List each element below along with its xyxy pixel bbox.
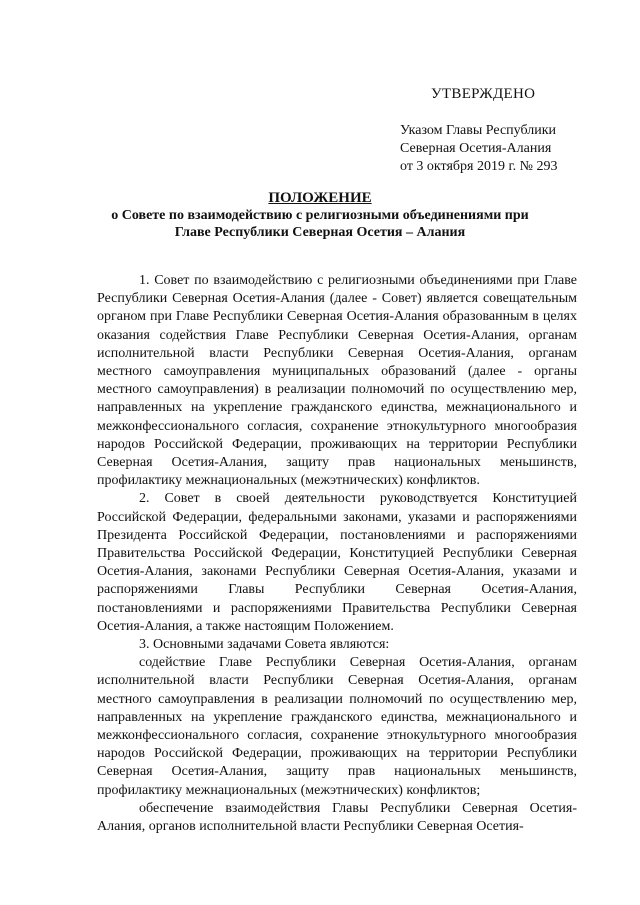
paragraph-2: 2. Совет в своей деятельности руководствуется Конституцией Российской Федерации, федеральными законами, указами и распоряжениями Президента Российской Федерации, постановлениями и распоряжениями Правительства Российской Федерации, Конституцией Республики Северная Осетия-Алания, законами Республики Северная Осетия-Алания, указами и распоряжениями Главы Республики Северная Осетия-Алания, постановлениями и распоряжениями Правительства Республики Северная Осетия-Алания, а также настоящим Положением.	[97, 491, 577, 634]
document-body	[97, 272, 577, 836]
title-subtitle: Главе Республики Северная Осетия – Алания	[174, 225, 466, 240]
paragraph-task-1: содействие Главе Республики Северная Осетия-Алания, органам исполнительной власти Республики Северная Осетия-Алания, органам местного самоуправления в реализации полномочий по осуществлению мер, направленных на укрепление гражданского единства, межнационального и межконфессионального согласия, сохранение этнокультурного многообразия народов Российской Федерации, проживающих на территории Республики Северная Осетия-Алания, защиту прав национальных меньшинств, профилактику межнациональных (межэтнических) конфликтов;	[97, 655, 577, 798]
title-subtitle: о Совете по взаимодействию с религиозными объединениями при	[111, 208, 529, 223]
document-title	[0, 190, 640, 241]
decree-line: Северная Осетия-Алания	[400, 141, 552, 156]
paragraph-task-2: обеспечение взаимодействия Главы Республики Северная Осетия-Алания, органов исполнительной власти Республики Северная Осетия-	[97, 800, 577, 835]
paragraph-1: 1. Совет по взаимодействию с религиозными объединениями при Главе Республики Северная Осетия-Алания (далее - Совет) является совещательным органом при Главе Республики Северная Осетия-Алания образованным в целях оказания содействия Главе Республики Северная Осетия-Алания, органам исполнительной власти Республики Северная Осетия-Алания, органам местного самоуправления муниципальных образований (далее - органы местного самоуправления) в реализации полномочий по осуществлению мер, направленных на укрепление гражданского единства, межнационального и межконфессионального согласия, сохранение этнокультурного многообразия народов Российской Федерации, проживающих на территории Республики Северная Осетия-Алания, защиту прав национальных меньшинств, профилактику межнациональных (межэтнических) конфликтов.	[97, 273, 577, 489]
decree-line: Указом Главы Республики	[400, 123, 557, 138]
decree-reference	[400, 122, 558, 176]
title-heading: ПОЛОЖЕНИЕ	[268, 190, 372, 206]
paragraph-3: 3. Основными задачами Совета являются:	[139, 637, 390, 653]
approval-stamp: УТВЕРЖДЕНО	[431, 86, 536, 102]
decree-line: от 3 октября 2019 г. № 293	[400, 159, 558, 174]
